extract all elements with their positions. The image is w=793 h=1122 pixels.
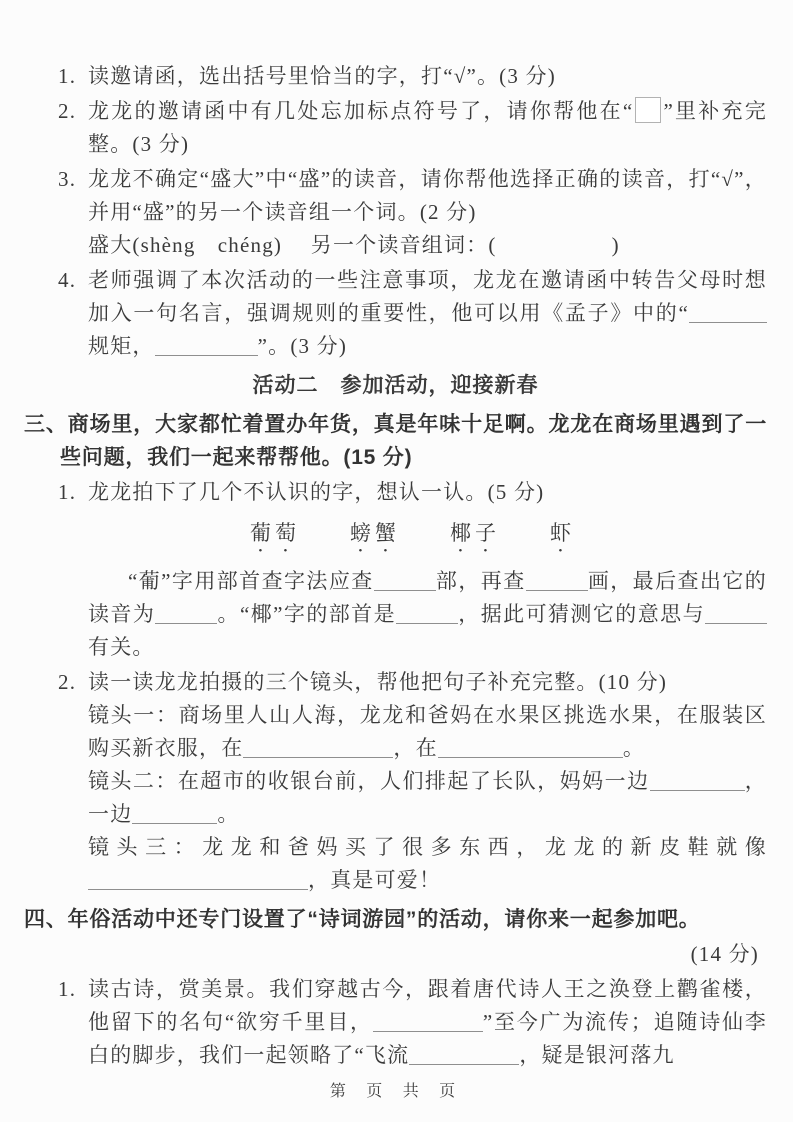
section-label: 四、 [24,908,68,931]
question-text: 读一读龙龙拍摄的三个镜头，帮他把句子补充完整。(10 分) [88,670,668,694]
vocab-word: 螃蟹 [350,521,400,545]
answer-blank[interactable] [705,602,767,624]
question-number: 1. [58,64,77,88]
question-number: 2. [58,670,77,694]
lens-3-sentence: 镜头三：龙龙和爸妈买了很多东西，龙龙的新皮鞋就像，真是可爱！ [88,835,767,892]
question-text: 龙龙不确定“盛大”中“盛”的读音，请你帮他选择正确的读音，打“√”，并用“盛”的另一个读音组一个词。(2 分) [88,167,767,224]
question-s3-2 [58,666,768,897]
section-intro: 商场里，大家都忙着置办年货，真是年味十足啊。龙龙在商场里遇到了一些问题，我们一起来帮帮他。(15 分) [60,413,767,469]
answer-blank[interactable] [409,1043,519,1065]
question-text: 龙龙的邀请函中有几处忘加标点符号了，请你帮他在“ [88,99,634,123]
vocab-word: 虾 [550,521,575,545]
question-a1-3 [58,163,767,262]
answer-blank[interactable] [88,868,308,890]
poem-paragraph: 读古诗，赏美景。我们穿越古今，跟着唐代诗人王之涣登上鹳雀楼，他留下的名句“欲穷千里目， ”至今广为流传；追随诗仙李白的脚步，我们一起领略了“飞流 ，疑是银河落九 [88,977,768,1067]
section-4-score: (14 分) [690,942,759,966]
lens-1-sentence: 镜头一：商场里人山人海，龙龙和爸妈在水果区挑选水果，在服装区购买新衣服，在 ，在 。 [88,703,767,760]
question-number: 4. [58,268,77,292]
question-text: 龙龙拍下了几个不认识的字，想认一认。(5 分) [88,480,545,504]
question-a1-1 [58,60,767,93]
dictionary-paragraph: “葡”字用部首查字法应查 部，再查 画，最后查出它的读音为 。“椰”字的部首是 ，据此可猜测它的意思与有关。 [88,569,767,659]
answer-blank[interactable] [243,736,393,758]
section-label: 三、 [24,413,68,436]
answer-blank[interactable] [374,569,436,591]
question-text: ”里补充完整。(3 分) [88,99,767,156]
question-text: 读邀请函，选出括号里恰当的字，打“√”。(3 分) [88,64,556,88]
vocabulary-row [88,513,737,557]
question-number: 1. [58,977,77,1001]
answer-blank[interactable] [526,569,588,591]
question-a1-2 [58,95,767,161]
answer-blank[interactable] [396,602,458,624]
question-a1-4 [58,264,767,363]
answer-blank[interactable] [438,736,623,758]
question-number: 2. [58,99,77,123]
section-intro: 年俗活动中还专门设置了“诗词游园”的活动，请你来一起参加吧。 [67,908,701,931]
question-number: 3. [58,167,77,191]
answer-blank[interactable] [689,301,767,323]
section-4-header [24,903,767,936]
punctuation-box[interactable] [635,97,661,123]
vocab-word: 椰子 [450,521,500,545]
question-number: 1. [58,480,77,504]
answer-blank[interactable] [155,602,217,624]
activity-2-title: 活动二 参加活动，迎接新春 [252,374,539,397]
answer-blank[interactable] [650,769,745,791]
question-s4-1 [58,973,768,1072]
answer-blank[interactable] [155,334,258,356]
answer-blank[interactable] [132,802,217,824]
lens-2-sentence: 镜头二：在超市的收银台前，人们排起了长队，妈妈一边 ，一边 。 [88,769,768,826]
section-3-header [24,408,767,474]
vocab-word: 葡萄 [250,521,300,545]
page-footer: 第 页 共 页 [329,1083,464,1100]
question-text: 老师强调了本次活动的一些注意事项，龙龙在邀请函中转告父母时想加入一句名言，强调规则的重要性，他可以用《孟子》中的“规矩， ”。(3 分) [88,268,767,358]
pronunciation-line: 盛大(shèng chéng) 另一个读音组词：( ) [88,233,620,257]
answer-blank[interactable] [373,1010,483,1032]
question-s3-1 [58,476,767,664]
